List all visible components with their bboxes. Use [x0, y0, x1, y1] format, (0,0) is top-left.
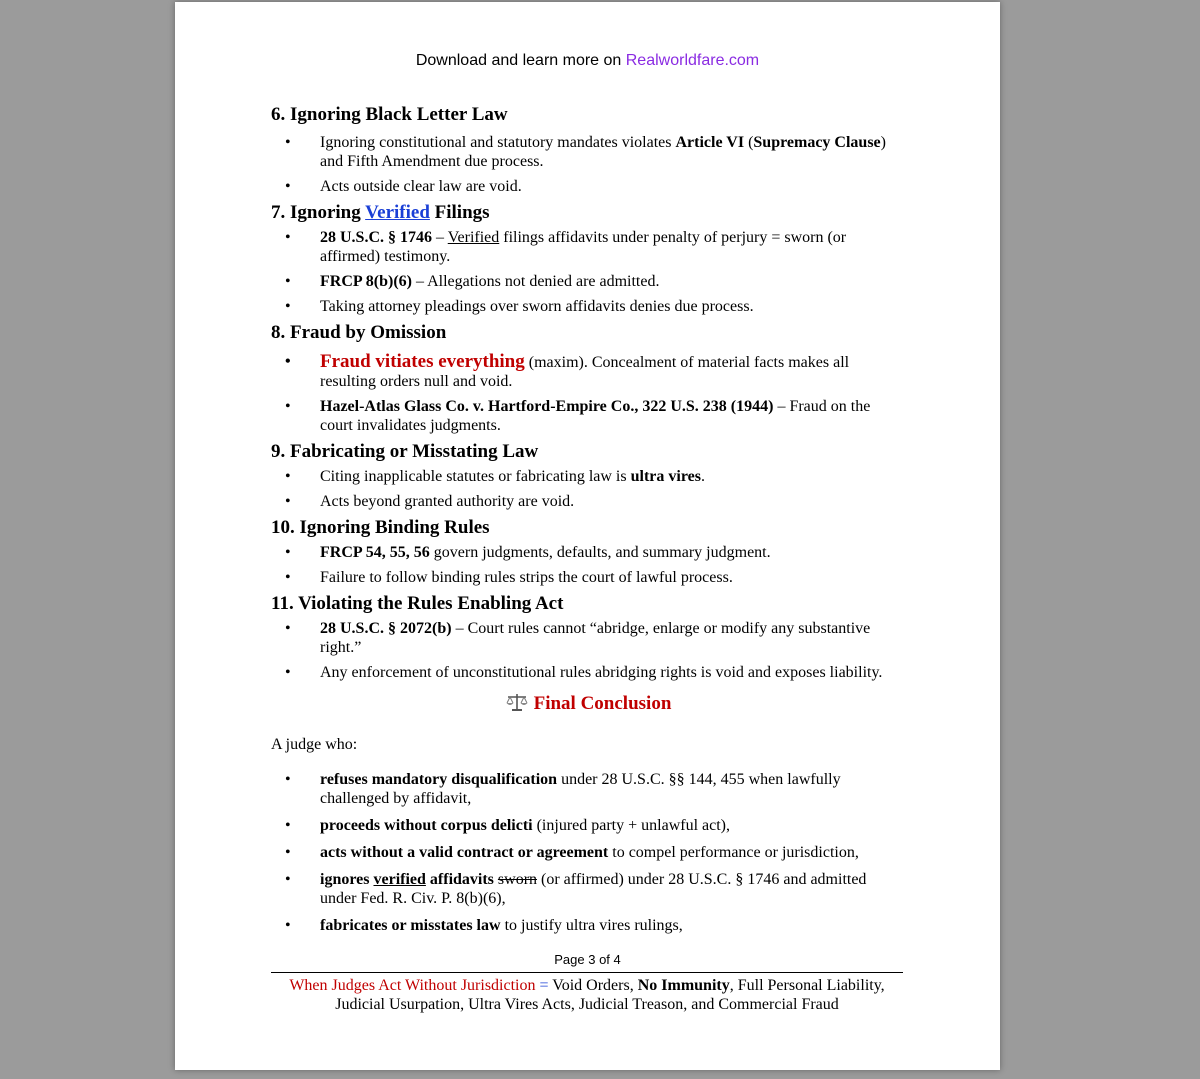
page-number: Page 3 of 4	[554, 952, 621, 967]
footer-text: When Judges Act Without Jurisdiction = Void Orders, No Immunity, Full Personal Liability, Judicial Usurpation, Ultra Vires Acts, Judicial Treason, and Commercial Fraud	[289, 977, 885, 1013]
list-item: • Fraud vitiates everything (maxim). Concealment of material facts makes all resulting orders null and void.	[285, 351, 850, 390]
page-content	[271, 104, 906, 935]
section-11-title: 11. Violating the Rules Enabling Act	[271, 593, 564, 614]
section-8-title: 8. Fraud by Omission	[271, 322, 447, 343]
header-prefix: Download and learn more on	[415, 52, 626, 69]
bullet-icon: •	[285, 273, 291, 290]
list-item: • Citing inapplicable statutes or fabricating law is ultra vires.	[285, 468, 705, 485]
list-item: • 28 U.S.C. § 1746 – Verified filings affidavits under penalty of perjury = sworn (or affirmed) testimony.	[285, 229, 847, 265]
bullet-icon: •	[285, 664, 291, 681]
conclusion-title: Final Conclusion	[271, 692, 906, 715]
list-item: • FRCP 54, 55, 56 govern judgments, defaults, and summary judgment.	[285, 544, 771, 561]
list-item: • refuses mandatory disqualification under 28 U.S.C. §§ 144, 455 when lawfully challenged by affidavit,	[285, 771, 841, 807]
bullet-icon: •	[285, 468, 291, 485]
list-item: • fabricates or misstates law to justify ultra vires rulings,	[285, 917, 683, 934]
bullet-icon: •	[285, 298, 291, 315]
bullet-icon: •	[285, 134, 291, 151]
bullet-icon: •	[285, 844, 291, 861]
section-8-list	[271, 352, 906, 435]
list-item: • acts without a valid contract or agreement to compel performance or jurisdiction,	[285, 844, 859, 861]
section-6-title: 6. Ignoring Black Letter Law	[271, 104, 508, 125]
list-item: • ignores verified affidavits sworn (or affirmed) under 28 U.S.C. § 1746 and admitted under Fed. R. Civ. P. 8(b)(6),	[285, 871, 867, 907]
section-6-list	[271, 133, 906, 196]
list-item: • Acts beyond granted authority are void.	[285, 493, 575, 510]
bullet-icon: •	[285, 871, 291, 888]
bullet-icon: •	[285, 569, 291, 586]
site-link[interactable]: Realworldfare.com	[625, 52, 760, 69]
section-10-list	[271, 543, 906, 587]
bullet-icon: •	[285, 817, 291, 834]
list-item: • Ignoring constitutional and statutory mandates violates Article VI (Supremacy Clause) and Fifth Amendment due process.	[285, 134, 886, 170]
bullet-icon: •	[285, 178, 291, 195]
list-item: • Acts outside clear law are void.	[285, 178, 522, 195]
page-header	[175, 52, 1000, 70]
footer-divider	[271, 972, 903, 973]
section-11-list	[271, 619, 906, 682]
list-item: • Taking attorney pleadings over sworn affidavits denies due process.	[285, 298, 754, 315]
bullet-icon: •	[285, 493, 291, 510]
conclusion-list	[271, 770, 906, 935]
section-10-title: 10. Ignoring Binding Rules	[271, 517, 490, 538]
section-7-list	[271, 228, 906, 316]
bullet-icon: •	[285, 398, 291, 415]
document-page	[175, 2, 1000, 1070]
bullet-icon: •	[285, 771, 291, 788]
conclusion-intro: A judge who:	[271, 736, 358, 753]
list-item: • Any enforcement of unconstitutional rules abridging rights is void and exposes liability.	[285, 664, 883, 681]
list-item: • Failure to follow binding rules strips the court of lawful process.	[285, 569, 733, 586]
bullet-icon: •	[285, 544, 291, 561]
section-9-title: 9. Fabricating or Misstating Law	[271, 441, 539, 462]
bullet-icon: •	[285, 229, 291, 246]
scales-icon	[506, 692, 528, 712]
bullet-icon: •	[285, 917, 291, 934]
list-item: • 28 U.S.C. § 2072(b) – Court rules cannot “abridge, enlarge or modify any substantive right.”	[285, 620, 871, 656]
verified-link[interactable]: Verified	[365, 202, 430, 223]
section-7-title: 7. Ignoring Verified Filings	[271, 202, 490, 223]
bullet-icon: •	[285, 620, 291, 637]
list-item: • proceeds without corpus delicti (injured party + unlawful act),	[285, 817, 730, 834]
section-9-list	[271, 467, 906, 511]
list-item: • Hazel-Atlas Glass Co. v. Hartford-Empire Co., 322 U.S. 238 (1944) – Fraud on the court invalidates judgments.	[285, 398, 871, 434]
list-item: • FRCP 8(b)(6) – Allegations not denied are admitted.	[285, 273, 660, 290]
bullet-icon: •	[285, 353, 291, 370]
